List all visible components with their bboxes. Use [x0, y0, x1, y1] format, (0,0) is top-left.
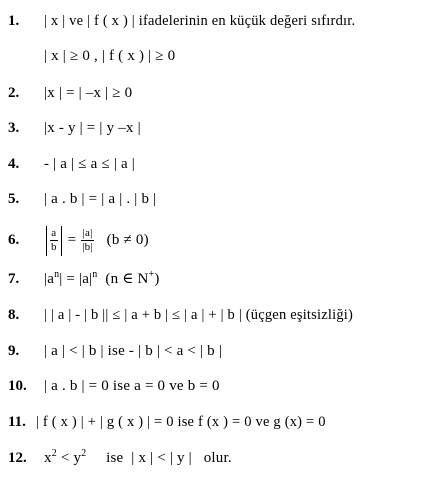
item-formula — [44, 268, 160, 290]
list-item-11 — [0, 411, 448, 433]
item-number: 10. — [8, 378, 27, 394]
abs-bar-right — [61, 226, 62, 256]
item-text: | x | ≥ 0 , | f ( x ) | ≥ 0 — [44, 48, 176, 64]
condition-sup: + — [148, 269, 155, 280]
item-number: 4. — [8, 156, 20, 172]
list-item-9 — [0, 340, 448, 362]
list-item-4 — [0, 153, 448, 175]
numerator: |a| — [82, 227, 93, 240]
item-number: 8. — [8, 307, 20, 323]
denominator: b — [51, 241, 57, 254]
list-item-7 — [0, 268, 448, 290]
item-text: | x | ve | f ( x ) | ifadelerinin en küçük değeri sıfırdır. — [44, 13, 356, 29]
list-item-5 — [0, 188, 448, 210]
item-number: 6. — [8, 232, 20, 248]
list-item-1-continuation — [0, 45, 448, 67]
denominator: |b| — [82, 241, 93, 254]
exponent-left: n — [54, 269, 60, 280]
condition: (b ≠ 0) — [106, 232, 149, 248]
item-number: 3. — [8, 120, 20, 136]
item-formula — [44, 224, 149, 256]
item-number: 9. — [8, 343, 20, 359]
list-item-2 — [0, 82, 448, 104]
item-number: 2. — [8, 85, 20, 101]
item-text: | a | < | b | ise - | b | < a < | b | — [44, 343, 223, 359]
conclusion: ise | x | < | y | olur. — [86, 450, 232, 466]
item-number: 5. — [8, 191, 20, 207]
equals-sign: = — [67, 232, 77, 248]
condition-end: ) — [154, 271, 160, 287]
item-text: | a . b | = | a | . | b | — [44, 191, 157, 207]
item-number: 7. — [8, 271, 20, 287]
item-number: 11. — [8, 414, 26, 430]
middle-expr: | = |a| — [59, 271, 93, 287]
item-text: | a . b | = 0 ise a = 0 ve b = 0 — [44, 378, 220, 394]
item-text: | f ( x ) | + | g ( x ) | = 0 ise f (x ) = 0 ve g (x) = 0 — [36, 414, 326, 430]
numerator: a — [51, 227, 57, 240]
list-item-10 — [0, 375, 448, 397]
exponent: 2 — [51, 448, 57, 459]
base-left: |a — [44, 271, 55, 287]
item-text: |x | = | –x | ≥ 0 — [44, 85, 133, 101]
item-text: - | a | ≤ a ≤ | a | — [44, 156, 135, 172]
list-item-12 — [0, 447, 448, 469]
item-text: | | a | - | b || ≤ | a + b | ≤ | a | + | b | (üçgen eşitsizliği) — [44, 307, 354, 323]
list-item-8 — [0, 304, 448, 326]
exponent-right: n — [92, 269, 98, 280]
x-term: x — [44, 450, 52, 466]
item-number: 1. — [8, 13, 20, 29]
condition: (n ∈ N — [105, 271, 149, 287]
abs-bar-left — [46, 226, 47, 256]
fraction-a-over-b — [50, 227, 58, 254]
item-text: |x - y | = | y –x | — [44, 120, 141, 136]
list-item-6 — [0, 224, 448, 256]
exponent: 2 — [81, 448, 87, 459]
list-item-3 — [0, 117, 448, 139]
item-formula — [44, 447, 232, 469]
less-than-y: < y — [56, 450, 82, 466]
fraction-abs-a-over-abs-b — [81, 227, 94, 254]
item-number: 12. — [8, 450, 27, 466]
list-item-1 — [0, 10, 448, 32]
